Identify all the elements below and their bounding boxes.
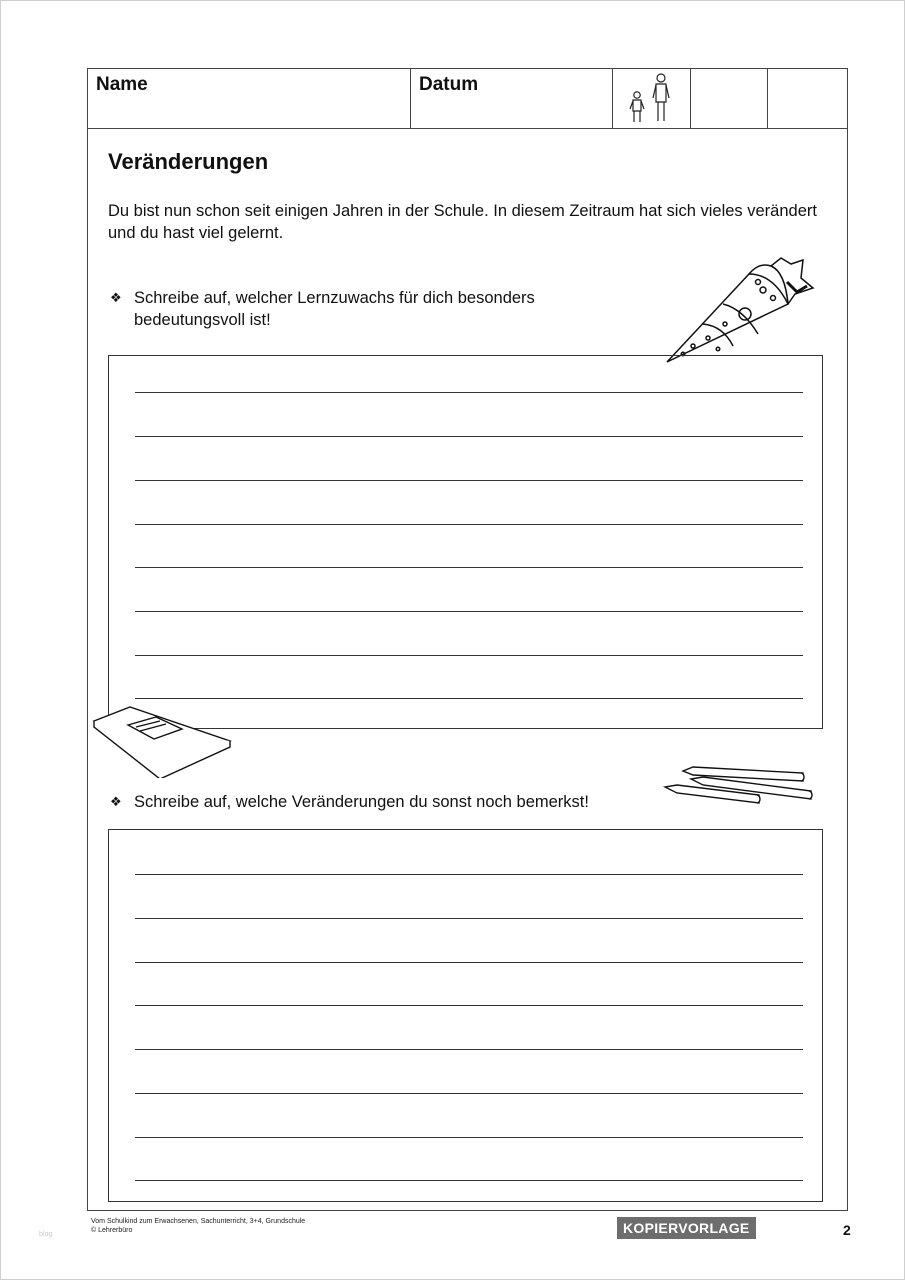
writing-line xyxy=(135,1093,803,1094)
source-line-2: © Lehrerbüro xyxy=(91,1227,133,1234)
writing-line xyxy=(135,1049,803,1050)
intro-text: Du bist nun schon seit einigen Jahren in der Schule. In diesem Zeitraum hat sich vieles verändert und du hast viel gelernt. xyxy=(108,202,817,242)
watermark: blog xyxy=(39,1231,53,1238)
worksheet-frame xyxy=(87,68,848,1211)
date-cell[interactable] xyxy=(411,69,613,128)
diamond-bullet-icon: ❖ xyxy=(110,290,122,305)
child-adult-icon xyxy=(613,69,689,127)
writing-line xyxy=(135,436,803,437)
answer-box-1[interactable] xyxy=(108,355,823,729)
page-number: 2 xyxy=(843,1222,851,1238)
name-label: Name xyxy=(96,74,148,95)
source-line-1: Vom Schulkind zum Erwachsenen, Sachunterricht, 3+4, Grundschule xyxy=(91,1218,306,1225)
writing-line xyxy=(135,918,803,919)
pencils-icon xyxy=(663,759,818,809)
writing-line xyxy=(135,524,803,525)
source-note xyxy=(91,1217,305,1235)
diamond-bullet-icon: ❖ xyxy=(110,794,122,809)
date-label: Datum xyxy=(419,74,479,95)
rating-cell-2[interactable] xyxy=(768,69,847,128)
writing-line xyxy=(135,962,803,963)
writing-line xyxy=(135,611,803,612)
writing-line xyxy=(135,874,803,875)
header-row xyxy=(88,69,847,129)
task-1-line-1: Schreibe auf, welcher Lernzuwachs für dich besonders xyxy=(134,289,535,307)
writing-line xyxy=(135,698,803,699)
worksheet-title: Veränderungen xyxy=(108,149,269,174)
rating-cell-1[interactable] xyxy=(691,69,768,128)
task-1 xyxy=(110,287,630,331)
answer-box-2[interactable] xyxy=(108,829,823,1202)
task-1-line-2: bedeutungsvoll ist! xyxy=(134,311,271,329)
writing-line xyxy=(135,1005,803,1006)
writing-line xyxy=(135,567,803,568)
school-cone-icon xyxy=(663,254,828,369)
copy-template-badge: KOPIERVORLAGE xyxy=(617,1217,756,1239)
task-2 xyxy=(110,791,670,813)
writing-line xyxy=(135,655,803,656)
writing-line xyxy=(135,480,803,481)
writing-line xyxy=(135,392,803,393)
writing-line xyxy=(135,1137,803,1138)
exercise-book-icon xyxy=(90,703,235,778)
writing-line xyxy=(135,1180,803,1181)
name-cell[interactable] xyxy=(88,69,411,128)
level-icon-cell xyxy=(613,69,691,128)
task-2-line-1: Schreibe auf, welche Veränderungen du sonst noch bemerkst! xyxy=(134,793,589,811)
